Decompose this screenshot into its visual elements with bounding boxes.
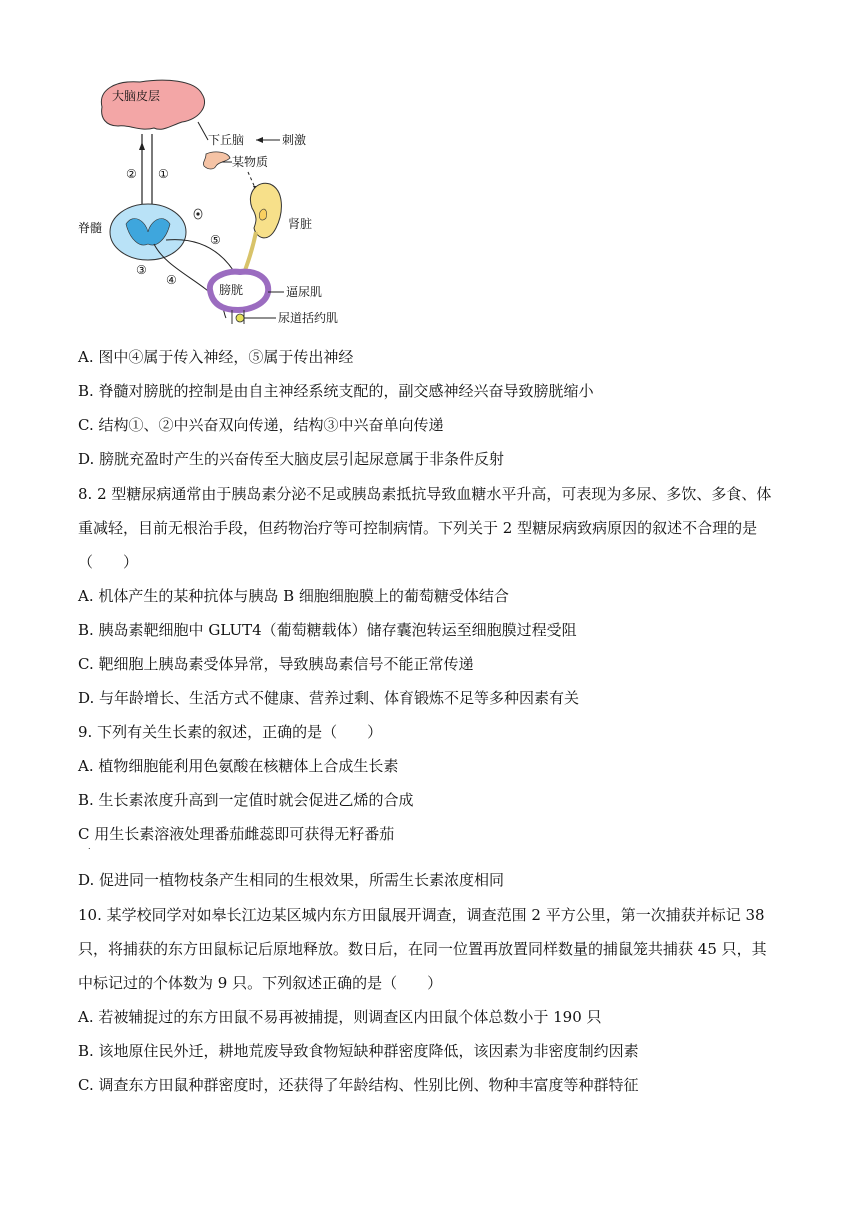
q8-option-d: D. 与年龄增长、生活方式不健康、营养过剩、体育锻炼不足等多种因素有关 [78, 689, 580, 707]
q10-option-b: B. 该地原住民外迁，耕地荒废导致食物短缺种群密度降低，该因素为非密度制约因素 [78, 1042, 639, 1060]
substance-label: 某物质 [232, 155, 269, 169]
hypothalamus-label: 下丘脑 [208, 133, 245, 147]
label-n4: ④ [166, 273, 177, 287]
q9-option-a: A. 植物细胞能利用色氨酸在核糖体上合成生长素 [78, 757, 399, 775]
q9-option-b: B. 生长素浓度升高到一定值时就会促进乙烯的合成 [78, 791, 414, 809]
q8-stem-line-3: （ ） [78, 553, 139, 571]
stray-mark: . [88, 842, 91, 851]
q10-option-c: C. 调查东方田鼠种群密度时，还获得了年龄结构、性别比例、物种丰富度等种群特征 [78, 1076, 639, 1094]
label-n2: ② [126, 167, 137, 181]
bladder-label: 膀胱 [219, 283, 244, 297]
detrusor-label: 逼尿肌 [286, 285, 323, 299]
kidney-label: 肾脏 [288, 217, 313, 231]
neural-control-diagram [70, 72, 370, 334]
q8-option-b: B. 胰岛素靶细胞中 GLUT4（葡萄糖载体）储存囊泡转运至细胞膜过程受阻 [78, 621, 577, 639]
cortex-label: 大脑皮层 [112, 89, 161, 103]
cortex-shape [101, 80, 204, 129]
label-n3: ③ [136, 263, 147, 277]
q8-option-a: A. 机体产生的某种抗体与胰岛 B 细胞细胞膜上的葡萄糖受体结合 [78, 587, 509, 605]
q7-option-a: A. 图中④属于传入神经，⑤属于传出神经 [78, 348, 354, 366]
q9-stem: 9. 下列有关生长素的叙述，正确的是（ ） [78, 723, 383, 741]
q9-option-d: D. 促进同一植物枝条产生相同的生根效果，所需生长素浓度相同 [78, 871, 505, 889]
q10-stem-line-1: 10. 某学校同学对如皋长江边某区城内东方田鼠展开调查，调查范围 2 平方公里，第一次捕获并标记 38 [78, 906, 765, 924]
q10-stem-line-2: 只，将捕获的东方田鼠标记后原地释放。数日后，在同一位置再放置同样数量的捕鼠笼共捕获 45 只，其 [78, 940, 767, 958]
q8-stem-line-1: 8. 2 型糖尿病通常由于胰岛素分泌不足或胰岛素抵抗导致血糖水平升高，可表现为多尿、多饮、多食、体 [78, 485, 772, 503]
stimulus-label: 刺激 [282, 133, 307, 147]
sphincter-label: 尿道括约肌 [278, 311, 339, 325]
label-n1: ① [158, 167, 169, 181]
label-n5: ⑤ [210, 233, 221, 247]
q8-stem-line-2: 重减轻，目前无根治手段，但药物治疗等可控制病情。下列关于 2 型糖尿病致病原因的叙述不合理的是 [78, 519, 758, 537]
q9-option-c: C 用生长素溶液处理番茄雌蕊即可获得无籽番茄 [78, 825, 395, 843]
q10-stem-line-3: 中标记过的个体数为 9 只。下列叙述正确的是（ ） [78, 974, 443, 992]
q7-option-d: D. 膀胱充盈时产生的兴奋传至大脑皮层引起尿意属于非条件反射 [78, 450, 505, 468]
q7-option-c: C. 结构①、②中兴奋双向传递，结构③中兴奋单向传递 [78, 416, 444, 434]
q10-option-a: A. 若被辅捉过的东方田鼠不易再被捕提，则调查区内田鼠个体总数小于 190 只 [78, 1008, 602, 1026]
hypothalamus-shape [203, 152, 230, 169]
spinal-cord-label: 脊髓 [78, 221, 103, 235]
q7-option-b: B. 脊髓对膀胱的控制是由自主神经系统支配的，副交感神经兴奋导致膀胱缩小 [78, 382, 594, 400]
q8-option-c: C. 靶细胞上胰岛素受体异常，导致胰岛素信号不能正常传递 [78, 655, 474, 673]
